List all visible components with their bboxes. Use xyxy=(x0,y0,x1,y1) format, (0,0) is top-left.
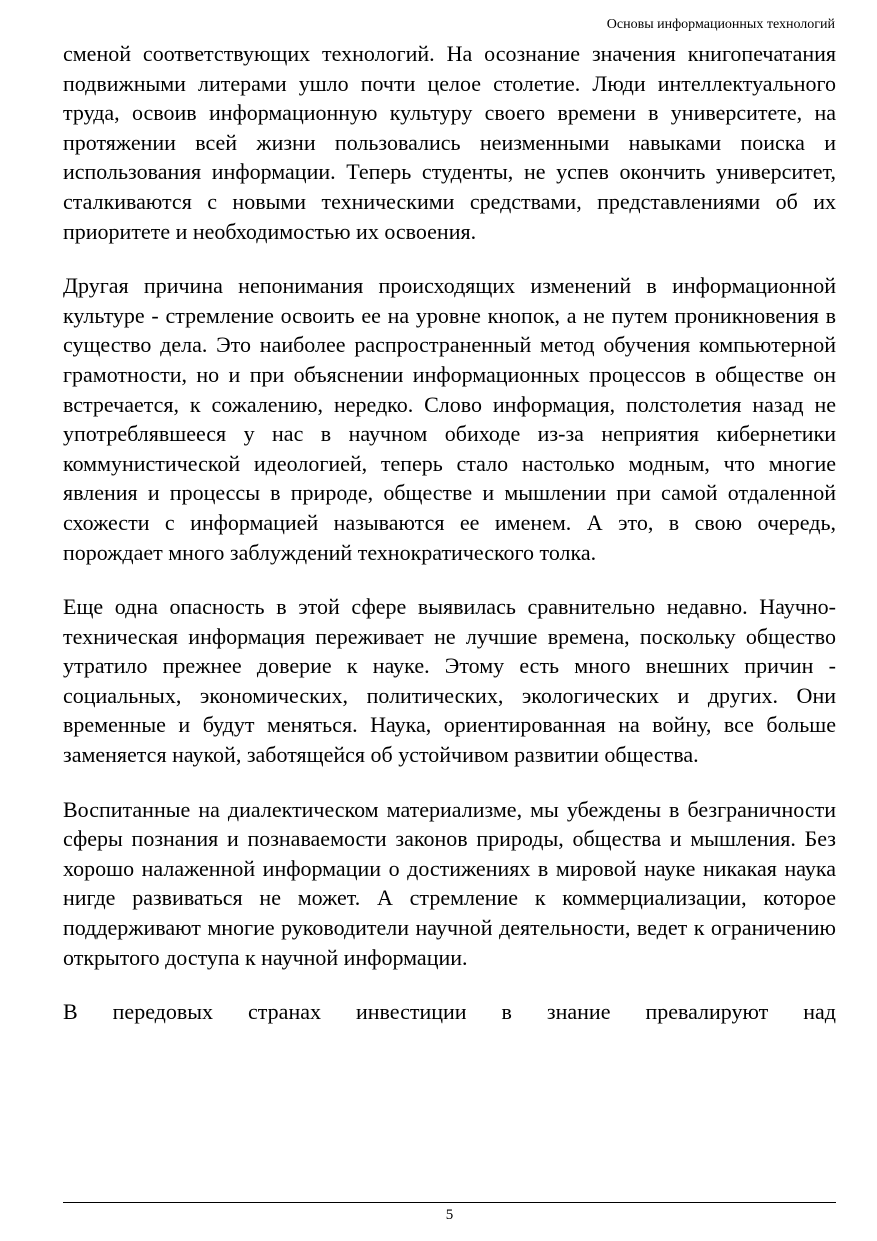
footer-divider xyxy=(63,1202,836,1203)
paragraph: Воспитанные на диалектическом материализме, мы убеждены в безграничности сферы познания и познаваемости законов природы, общества и мышления. Без хорошо налаженной информации о достижениях в мировой науке никакая наука нигде развиваться не может. А стремление к коммерциализации, которое поддерживают многие руководители научной деятельности, ведет к ограничению открытого доступа к научной информации. xyxy=(63,796,836,970)
paragraph: В передовых странах инвестиции в знание превалируют над xyxy=(63,999,836,1025)
body-text xyxy=(63,39,836,1027)
page-number: 5 xyxy=(445,1207,454,1223)
paragraph: сменой соответствующих технологий. На осознание значения книгопечатания подвижными литерами ушло почти целое столетие. Люди интеллектуального труда, освоив информационную культуру своего времени в университете, на протяжении всей жизни пользовались неизменными навыками поиска и использования информации. Теперь студенты, не успев окончить университет, сталкиваются с новыми техническими средствами, представлениями об их приоритете и необходимостью их освоения. xyxy=(63,41,836,244)
running-header: Основы информационных технологий xyxy=(606,17,835,32)
paragraph: Еще одна опасность в этой сфере выявилась сравнительно недавно. Научно-техническая информация переживает не лучшие времена, поскольку общество утратило прежнее доверие к науке. Этому есть много внешних причин - социальных, экономических, политических, экологических и других. Они временные и будут меняться. Наука, ориентированная на войну, все больше заменяется наукой, заботящейся об устойчивом развитии общества. xyxy=(63,594,836,768)
paragraph: Другая причина непонимания происходящих изменений в информационной культуре - стремление освоить ее на уровне кнопок, а не путем проникновения в существо дела. Это наиболее распространенный метод обучения компьютерной грамотности, но и при объяснении информационных процессов в обществе он встречается, к сожалению, нередко. Слово информация, полстолетия назад не употреблявшееся у нас в научном обиходе из-за неприятия кибернетики коммунистической идеологией, теперь стало настолько модным, что многие явления и процессы в природе, обществе и мышлении при самой отдаленной схожести с информацией называются ее именем. А это, в свою очередь, порождает много заблуждений технократического толка. xyxy=(63,273,836,565)
